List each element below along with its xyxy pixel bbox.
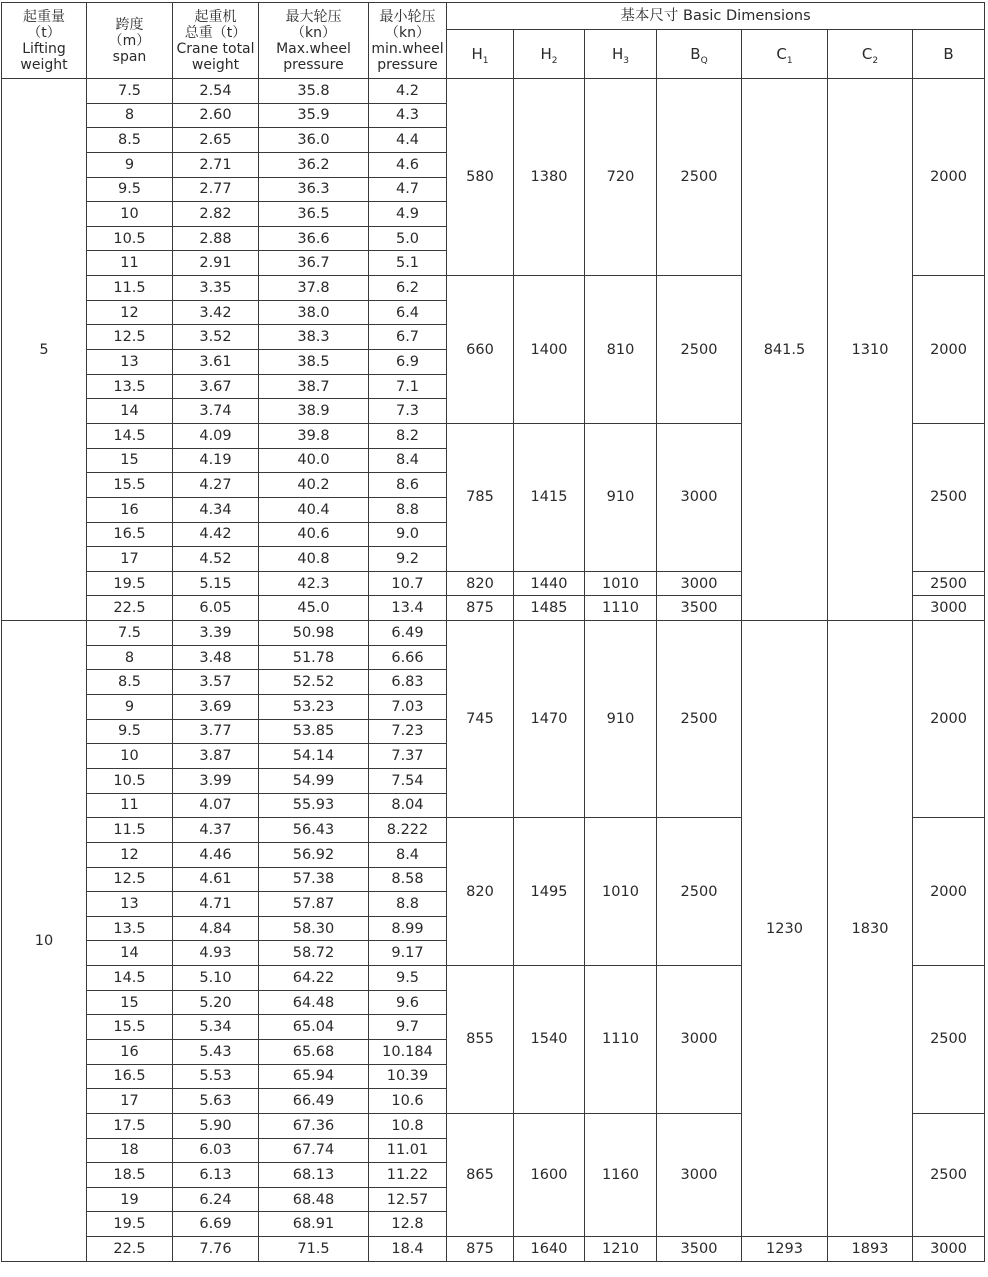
crane-weight-cell: 5.15 [173, 571, 259, 596]
h2-cell: 1495 [514, 818, 585, 966]
header-bq-subscript: Q [700, 56, 708, 66]
header-c2-symbol: C [861, 45, 873, 63]
max-wheel-pressure-cell: 38.5 [259, 350, 369, 375]
crane-weight-cell: 2.60 [173, 103, 259, 128]
min-wheel-pressure-cell: 6.4 [369, 300, 447, 325]
h1-cell: 745 [447, 621, 514, 818]
header-c2-subscript: 2 [872, 56, 879, 66]
h3-cell: 1160 [585, 1113, 657, 1236]
min-wheel-pressure-cell: 12.57 [369, 1187, 447, 1212]
c2-cell: 1830 [828, 621, 913, 1237]
crane-weight-cell: 4.46 [173, 842, 259, 867]
min-wheel-pressure-cell: 8.6 [369, 473, 447, 498]
max-wheel-pressure-cell: 54.99 [259, 768, 369, 793]
bq-cell: 2500 [657, 79, 742, 276]
b-cell: 2000 [913, 276, 985, 424]
crane-weight-cell: 2.65 [173, 128, 259, 153]
max-wheel-pressure-cell: 71.5 [259, 1237, 369, 1262]
crane-weight-cell: 3.74 [173, 399, 259, 424]
min-wheel-pressure-cell: 7.3 [369, 399, 447, 424]
span-cell: 11.5 [87, 818, 173, 843]
h3-cell: 910 [585, 621, 657, 818]
max-wheel-pressure-cell: 38.7 [259, 374, 369, 399]
header-max-wheel-pressure: 最大轮压 （kn） Max.wheel pressure [259, 3, 369, 79]
crane-weight-cell: 2.82 [173, 202, 259, 227]
min-wheel-pressure-cell: 4.6 [369, 152, 447, 177]
crane-weight-cell: 4.84 [173, 916, 259, 941]
min-wheel-pressure-cell: 7.37 [369, 744, 447, 769]
h3-cell: 1110 [585, 966, 657, 1114]
c2-cell: 1310 [828, 79, 913, 621]
h2-cell: 1440 [514, 571, 585, 596]
max-wheel-pressure-cell: 40.6 [259, 522, 369, 547]
crane-weight-cell: 6.13 [173, 1163, 259, 1188]
bq-cell: 3000 [657, 966, 742, 1114]
c1-cell: 841.5 [742, 79, 828, 621]
min-wheel-pressure-cell: 8.2 [369, 423, 447, 448]
crane-weight-cell: 3.67 [173, 374, 259, 399]
min-wheel-pressure-cell: 4.7 [369, 177, 447, 202]
max-wheel-pressure-cell: 38.9 [259, 399, 369, 424]
span-cell: 13.5 [87, 374, 173, 399]
span-cell: 18.5 [87, 1163, 173, 1188]
max-wheel-pressure-cell: 37.8 [259, 276, 369, 301]
span-cell: 13 [87, 350, 173, 375]
span-cell: 10.5 [87, 226, 173, 251]
min-wheel-pressure-cell: 8.222 [369, 818, 447, 843]
header-c2 [828, 30, 913, 79]
crane-weight-cell: 3.77 [173, 719, 259, 744]
crane-weight-cell: 7.76 [173, 1237, 259, 1262]
span-cell: 10.5 [87, 768, 173, 793]
span-cell: 18 [87, 1138, 173, 1163]
max-wheel-pressure-cell: 68.48 [259, 1187, 369, 1212]
span-cell: 19 [87, 1187, 173, 1212]
span-cell: 16.5 [87, 522, 173, 547]
crane-weight-cell: 4.34 [173, 497, 259, 522]
header-span: 跨度 （m） span [87, 3, 173, 79]
max-wheel-pressure-cell: 55.93 [259, 793, 369, 818]
crane-weight-cell: 4.71 [173, 892, 259, 917]
max-wheel-pressure-cell: 53.85 [259, 719, 369, 744]
bq-cell: 2500 [657, 621, 742, 818]
max-wheel-pressure-cell: 58.72 [259, 941, 369, 966]
span-cell: 15 [87, 990, 173, 1015]
header-h1-subscript: 1 [482, 56, 489, 66]
max-wheel-pressure-cell: 67.74 [259, 1138, 369, 1163]
h3-cell: 1110 [585, 596, 657, 621]
h1-cell: 820 [447, 571, 514, 596]
crane-weight-cell: 2.54 [173, 79, 259, 104]
min-wheel-pressure-cell: 11.22 [369, 1163, 447, 1188]
max-wheel-pressure-cell: 53.23 [259, 695, 369, 720]
h1-cell: 875 [447, 1237, 514, 1262]
h2-cell: 1540 [514, 966, 585, 1114]
h2-cell: 1400 [514, 276, 585, 424]
max-wheel-pressure-cell: 45.0 [259, 596, 369, 621]
lifting-weight-cell: 10 [2, 621, 87, 1262]
span-cell: 14.5 [87, 966, 173, 991]
header-crane-total-weight: 起重机 总重（t） Crane total weight [173, 3, 259, 79]
min-wheel-pressure-cell: 9.17 [369, 941, 447, 966]
bq-cell: 3000 [657, 423, 742, 571]
span-cell: 10 [87, 744, 173, 769]
h1-cell: 865 [447, 1113, 514, 1236]
header-c1-subscript: 1 [786, 56, 793, 66]
header-h2-subscript: 2 [551, 56, 558, 66]
span-cell: 22.5 [87, 596, 173, 621]
min-wheel-pressure-cell: 8.58 [369, 867, 447, 892]
max-wheel-pressure-cell: 40.4 [259, 497, 369, 522]
crane-weight-cell: 4.37 [173, 818, 259, 843]
max-wheel-pressure-cell: 58.30 [259, 916, 369, 941]
header-lifting-weight: 起重量 （t） Lifting weight [2, 3, 87, 79]
span-cell: 13 [87, 892, 173, 917]
max-wheel-pressure-cell: 54.14 [259, 744, 369, 769]
h3-cell: 720 [585, 79, 657, 276]
min-wheel-pressure-cell: 6.83 [369, 670, 447, 695]
header-h2-symbol: H [540, 45, 552, 63]
header-h1-symbol: H [471, 45, 483, 63]
span-cell: 12 [87, 300, 173, 325]
header-h3-symbol: H [611, 45, 624, 63]
span-cell: 15 [87, 448, 173, 473]
min-wheel-pressure-cell: 18.4 [369, 1237, 447, 1262]
crane-weight-cell: 6.03 [173, 1138, 259, 1163]
b-cell: 2500 [913, 423, 985, 571]
min-wheel-pressure-cell: 6.66 [369, 645, 447, 670]
max-wheel-pressure-cell: 65.68 [259, 1039, 369, 1064]
h3-cell: 1210 [585, 1237, 657, 1262]
min-wheel-pressure-cell: 8.99 [369, 916, 447, 941]
h2-cell: 1600 [514, 1113, 585, 1236]
h1-cell: 875 [447, 596, 514, 621]
crane-weight-cell: 3.99 [173, 768, 259, 793]
max-wheel-pressure-cell: 56.43 [259, 818, 369, 843]
h3-cell: 1010 [585, 571, 657, 596]
crane-weight-cell: 3.57 [173, 670, 259, 695]
max-wheel-pressure-cell: 35.9 [259, 103, 369, 128]
header-bq [657, 30, 742, 79]
crane-weight-cell: 6.05 [173, 596, 259, 621]
header-bq-symbol: B [690, 45, 701, 63]
span-cell: 8 [87, 645, 173, 670]
max-wheel-pressure-cell: 38.3 [259, 325, 369, 350]
min-wheel-pressure-cell: 5.1 [369, 251, 447, 276]
span-cell: 9.5 [87, 719, 173, 744]
span-cell: 13.5 [87, 916, 173, 941]
span-cell: 12.5 [87, 325, 173, 350]
min-wheel-pressure-cell: 8.4 [369, 842, 447, 867]
span-cell: 16.5 [87, 1064, 173, 1089]
span-cell: 7.5 [87, 621, 173, 646]
crane-weight-cell: 3.42 [173, 300, 259, 325]
h3-cell: 1010 [585, 818, 657, 966]
h2-cell: 1415 [514, 423, 585, 571]
crane-weight-cell: 2.77 [173, 177, 259, 202]
span-cell: 8 [87, 103, 173, 128]
min-wheel-pressure-cell: 9.6 [369, 990, 447, 1015]
crane-weight-cell: 4.52 [173, 547, 259, 572]
table-row [2, 79, 985, 104]
max-wheel-pressure-cell: 65.94 [259, 1064, 369, 1089]
min-wheel-pressure-cell: 7.03 [369, 695, 447, 720]
min-wheel-pressure-cell: 10.7 [369, 571, 447, 596]
max-wheel-pressure-cell: 67.36 [259, 1113, 369, 1138]
b-cell: 3000 [913, 596, 985, 621]
crane-weight-cell: 4.42 [173, 522, 259, 547]
crane-weight-cell: 3.39 [173, 621, 259, 646]
h3-cell: 910 [585, 423, 657, 571]
crane-weight-cell: 6.24 [173, 1187, 259, 1212]
table-row [2, 621, 985, 646]
span-cell: 14 [87, 941, 173, 966]
max-wheel-pressure-cell: 35.8 [259, 79, 369, 104]
bq-cell: 3000 [657, 571, 742, 596]
crane-weight-cell: 5.20 [173, 990, 259, 1015]
span-cell: 15.5 [87, 1015, 173, 1040]
span-cell: 17.5 [87, 1113, 173, 1138]
crane-weight-cell: 4.19 [173, 448, 259, 473]
crane-weight-cell: 3.69 [173, 695, 259, 720]
crane-weight-cell: 4.27 [173, 473, 259, 498]
span-cell: 9 [87, 152, 173, 177]
crane-weight-cell: 5.53 [173, 1064, 259, 1089]
table-row [2, 1237, 985, 1262]
crane-weight-cell: 5.10 [173, 966, 259, 991]
max-wheel-pressure-cell: 40.8 [259, 547, 369, 572]
max-wheel-pressure-cell: 36.2 [259, 152, 369, 177]
crane-weight-cell: 5.63 [173, 1089, 259, 1114]
span-cell: 14 [87, 399, 173, 424]
b-cell: 2500 [913, 966, 985, 1114]
max-wheel-pressure-cell: 36.7 [259, 251, 369, 276]
span-cell: 9 [87, 695, 173, 720]
span-cell: 17 [87, 547, 173, 572]
max-wheel-pressure-cell: 56.92 [259, 842, 369, 867]
crane-weight-cell: 2.71 [173, 152, 259, 177]
min-wheel-pressure-cell: 10.6 [369, 1089, 447, 1114]
bq-cell: 3000 [657, 1113, 742, 1236]
span-cell: 8.5 [87, 670, 173, 695]
span-cell: 12.5 [87, 867, 173, 892]
span-cell: 11.5 [87, 276, 173, 301]
min-wheel-pressure-cell: 4.2 [369, 79, 447, 104]
crane-weight-cell: 2.88 [173, 226, 259, 251]
span-cell: 11 [87, 793, 173, 818]
crane-weight-cell: 4.07 [173, 793, 259, 818]
h1-cell: 660 [447, 276, 514, 424]
span-cell: 16 [87, 1039, 173, 1064]
span-cell: 8.5 [87, 128, 173, 153]
crane-weight-cell: 3.52 [173, 325, 259, 350]
crane-weight-cell: 5.43 [173, 1039, 259, 1064]
h1-cell: 580 [447, 79, 514, 276]
bq-cell: 2500 [657, 276, 742, 424]
min-wheel-pressure-cell: 8.8 [369, 497, 447, 522]
bq-cell: 3500 [657, 596, 742, 621]
crane-weight-cell: 3.48 [173, 645, 259, 670]
header-b-symbol: B [943, 45, 954, 63]
max-wheel-pressure-cell: 51.78 [259, 645, 369, 670]
b-cell: 2000 [913, 818, 985, 966]
c2-cell: 1893 [828, 1237, 913, 1262]
h3-cell: 810 [585, 276, 657, 424]
max-wheel-pressure-cell: 52.52 [259, 670, 369, 695]
min-wheel-pressure-cell: 6.2 [369, 276, 447, 301]
c1-cell: 1293 [742, 1237, 828, 1262]
span-cell: 11 [87, 251, 173, 276]
min-wheel-pressure-cell: 5.0 [369, 226, 447, 251]
min-wheel-pressure-cell: 7.1 [369, 374, 447, 399]
crane-weight-cell: 4.61 [173, 867, 259, 892]
crane-weight-cell: 5.34 [173, 1015, 259, 1040]
min-wheel-pressure-cell: 9.0 [369, 522, 447, 547]
max-wheel-pressure-cell: 50.98 [259, 621, 369, 646]
header-b [913, 30, 985, 79]
min-wheel-pressure-cell: 13.4 [369, 596, 447, 621]
max-wheel-pressure-cell: 40.0 [259, 448, 369, 473]
crane-weight-cell: 5.90 [173, 1113, 259, 1138]
span-cell: 12 [87, 842, 173, 867]
max-wheel-pressure-cell: 36.0 [259, 128, 369, 153]
b-cell: 2500 [913, 571, 985, 596]
crane-weight-cell: 3.35 [173, 276, 259, 301]
crane-weight-cell: 3.87 [173, 744, 259, 769]
crane-weight-cell: 4.09 [173, 423, 259, 448]
min-wheel-pressure-cell: 8.4 [369, 448, 447, 473]
min-wheel-pressure-cell: 11.01 [369, 1138, 447, 1163]
header-c1-symbol: C [776, 45, 787, 63]
header-h1 [447, 30, 514, 79]
span-cell: 7.5 [87, 79, 173, 104]
max-wheel-pressure-cell: 68.91 [259, 1212, 369, 1237]
span-cell: 17 [87, 1089, 173, 1114]
min-wheel-pressure-cell: 4.3 [369, 103, 447, 128]
span-cell: 14.5 [87, 423, 173, 448]
b-cell: 2000 [913, 621, 985, 818]
min-wheel-pressure-cell: 7.54 [369, 768, 447, 793]
min-wheel-pressure-cell: 8.04 [369, 793, 447, 818]
h2-cell: 1640 [514, 1237, 585, 1262]
min-wheel-pressure-cell: 10.39 [369, 1064, 447, 1089]
c1-cell: 1230 [742, 621, 828, 1237]
b-cell: 3000 [913, 1237, 985, 1262]
crane-weight-cell: 2.91 [173, 251, 259, 276]
max-wheel-pressure-cell: 65.04 [259, 1015, 369, 1040]
min-wheel-pressure-cell: 9.2 [369, 547, 447, 572]
max-wheel-pressure-cell: 57.87 [259, 892, 369, 917]
min-wheel-pressure-cell: 7.23 [369, 719, 447, 744]
h2-cell: 1470 [514, 621, 585, 818]
min-wheel-pressure-cell: 8.8 [369, 892, 447, 917]
max-wheel-pressure-cell: 68.13 [259, 1163, 369, 1188]
min-wheel-pressure-cell: 9.5 [369, 966, 447, 991]
min-wheel-pressure-cell: 10.8 [369, 1113, 447, 1138]
max-wheel-pressure-cell: 36.6 [259, 226, 369, 251]
header-h3-subscript: 3 [623, 56, 629, 66]
max-wheel-pressure-cell: 36.5 [259, 202, 369, 227]
h1-cell: 785 [447, 423, 514, 571]
lifting-weight-cell: 5 [2, 79, 87, 621]
crane-weight-cell: 4.93 [173, 941, 259, 966]
bq-cell: 2500 [657, 818, 742, 966]
max-wheel-pressure-cell: 36.3 [259, 177, 369, 202]
span-cell: 22.5 [87, 1237, 173, 1262]
min-wheel-pressure-cell: 10.184 [369, 1039, 447, 1064]
span-cell: 16 [87, 497, 173, 522]
max-wheel-pressure-cell: 42.3 [259, 571, 369, 596]
span-cell: 9.5 [87, 177, 173, 202]
crane-weight-cell: 3.61 [173, 350, 259, 375]
b-cell: 2500 [913, 1113, 985, 1236]
max-wheel-pressure-cell: 66.49 [259, 1089, 369, 1114]
min-wheel-pressure-cell: 6.49 [369, 621, 447, 646]
bq-cell: 3500 [657, 1237, 742, 1262]
max-wheel-pressure-cell: 64.48 [259, 990, 369, 1015]
h1-cell: 855 [447, 966, 514, 1114]
max-wheel-pressure-cell: 38.0 [259, 300, 369, 325]
span-cell: 15.5 [87, 473, 173, 498]
b-cell: 2000 [913, 79, 985, 276]
min-wheel-pressure-cell: 6.9 [369, 350, 447, 375]
h1-cell: 820 [447, 818, 514, 966]
header-min-wheel-pressure: 最小轮压 （kn） min.wheel pressure [369, 3, 447, 79]
h2-cell: 1485 [514, 596, 585, 621]
h2-cell: 1380 [514, 79, 585, 276]
min-wheel-pressure-cell: 12.8 [369, 1212, 447, 1237]
header-basic-dimensions: 基本尺寸 Basic Dimensions [447, 3, 985, 30]
max-wheel-pressure-cell: 40.2 [259, 473, 369, 498]
header-h2 [514, 30, 585, 79]
max-wheel-pressure-cell: 64.22 [259, 966, 369, 991]
max-wheel-pressure-cell: 39.8 [259, 423, 369, 448]
min-wheel-pressure-cell: 4.4 [369, 128, 447, 153]
max-wheel-pressure-cell: 57.38 [259, 867, 369, 892]
min-wheel-pressure-cell: 9.7 [369, 1015, 447, 1040]
min-wheel-pressure-cell: 6.7 [369, 325, 447, 350]
table-body [2, 79, 985, 1262]
header-h3 [585, 30, 657, 79]
span-cell: 10 [87, 202, 173, 227]
span-cell: 19.5 [87, 1212, 173, 1237]
crane-spec-table [1, 2, 985, 1262]
header-c1 [742, 30, 828, 79]
min-wheel-pressure-cell: 4.9 [369, 202, 447, 227]
crane-weight-cell: 6.69 [173, 1212, 259, 1237]
span-cell: 19.5 [87, 571, 173, 596]
